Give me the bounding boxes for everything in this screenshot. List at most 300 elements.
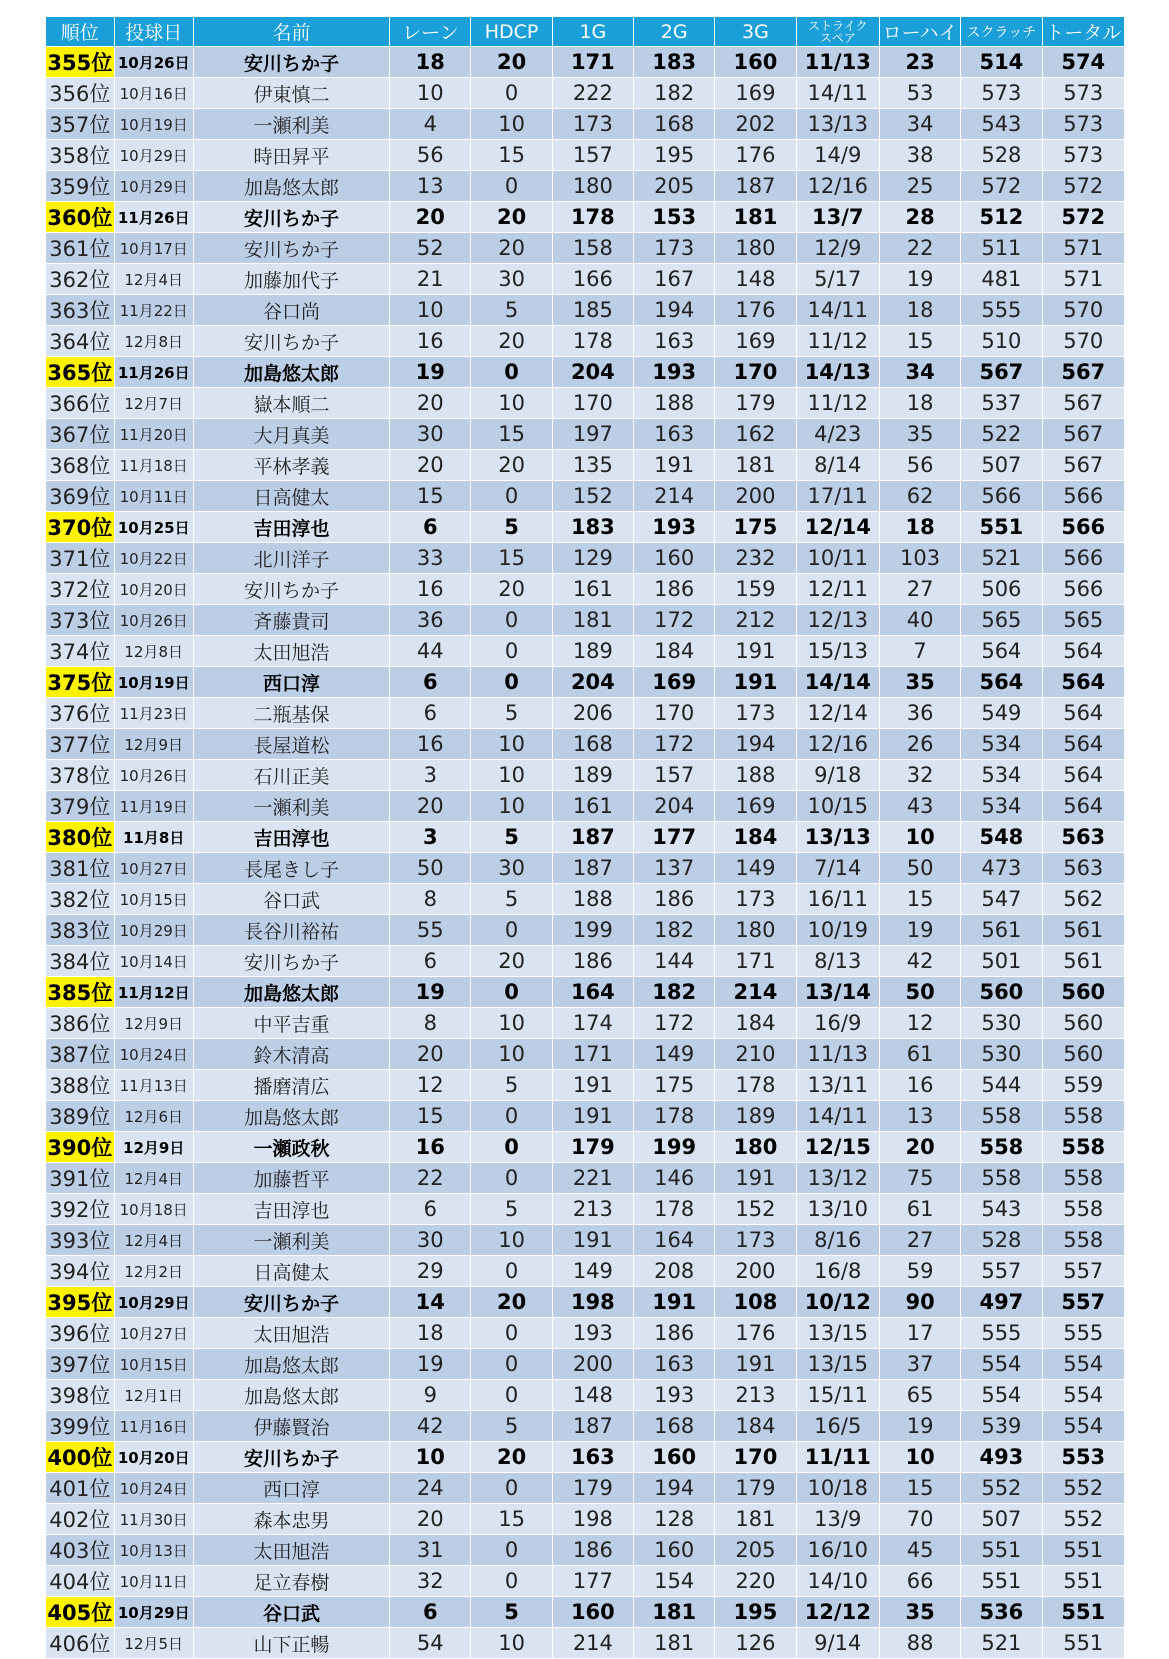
cell-strike-spare: 10/11 [796, 543, 879, 574]
table-row [46, 1380, 1125, 1411]
header-lane: レーン [390, 17, 471, 47]
cell-name: 斉藤貴司 [193, 605, 389, 636]
cell-scratch: 566 [961, 481, 1042, 512]
cell-game1: 186 [552, 946, 633, 977]
cell-total: 565 [1042, 605, 1124, 636]
table-row [46, 946, 1125, 977]
cell-name: 安川ちか子 [193, 47, 389, 78]
cell-strike-spare: 14/11 [796, 78, 879, 109]
cell-game1: 191 [552, 1101, 633, 1132]
cell-game1: 160 [552, 1597, 633, 1628]
cell-date: 10月26日 [114, 47, 193, 78]
cell-rank: 382位 [46, 884, 115, 915]
cell-low-high: 10 [879, 822, 960, 853]
cell-scratch: 536 [961, 1597, 1042, 1628]
cell-low-high: 28 [879, 202, 960, 233]
cell-game1: 206 [552, 698, 633, 729]
cell-scratch: 573 [961, 78, 1042, 109]
cell-low-high: 25 [879, 171, 960, 202]
cell-low-high: 35 [879, 419, 960, 450]
cell-lane: 33 [390, 543, 471, 574]
cell-game3: 180 [715, 915, 796, 946]
cell-hdcp: 5 [471, 1194, 552, 1225]
cell-rank: 385位 [46, 977, 115, 1008]
cell-game1: 152 [552, 481, 633, 512]
table-row [46, 1163, 1125, 1194]
cell-date: 12月9日 [114, 729, 193, 760]
cell-low-high: 32 [879, 760, 960, 791]
cell-game2: 163 [634, 1349, 715, 1380]
cell-strike-spare: 5/17 [796, 264, 879, 295]
cell-game3: 126 [715, 1628, 796, 1659]
cell-game3: 191 [715, 667, 796, 698]
cell-name: 安川ちか子 [193, 233, 389, 264]
cell-rank: 402位 [46, 1504, 115, 1535]
table-row [46, 791, 1125, 822]
cell-game2: 137 [634, 853, 715, 884]
cell-name: 平林孝義 [193, 450, 389, 481]
cell-date: 12月9日 [114, 1132, 193, 1163]
table-body [46, 47, 1125, 1659]
cell-scratch: 548 [961, 822, 1042, 853]
cell-total: 564 [1042, 698, 1124, 729]
header-hdcp: HDCP [471, 17, 552, 47]
cell-scratch: 554 [961, 1380, 1042, 1411]
cell-hdcp: 10 [471, 388, 552, 419]
cell-scratch: 564 [961, 636, 1042, 667]
cell-total: 561 [1042, 915, 1124, 946]
cell-game3: 214 [715, 977, 796, 1008]
cell-date: 11月18日 [114, 450, 193, 481]
cell-hdcp: 0 [471, 1318, 552, 1349]
cell-game3: 191 [715, 1349, 796, 1380]
cell-game2: 205 [634, 171, 715, 202]
cell-game1: 197 [552, 419, 633, 450]
cell-name: 加藤加代子 [193, 264, 389, 295]
cell-game1: 179 [552, 1473, 633, 1504]
cell-name: 加藤哲平 [193, 1163, 389, 1194]
cell-game2: 182 [634, 78, 715, 109]
cell-game2: 199 [634, 1132, 715, 1163]
cell-total: 566 [1042, 574, 1124, 605]
cell-game1: 161 [552, 574, 633, 605]
cell-low-high: 65 [879, 1380, 960, 1411]
cell-total: 564 [1042, 729, 1124, 760]
cell-game1: 191 [552, 1070, 633, 1101]
cell-total: 564 [1042, 636, 1124, 667]
cell-hdcp: 15 [471, 1504, 552, 1535]
cell-total: 562 [1042, 884, 1124, 915]
cell-name: 一瀬利美 [193, 109, 389, 140]
cell-date: 12月4日 [114, 1163, 193, 1194]
cell-low-high: 88 [879, 1628, 960, 1659]
cell-scratch: 528 [961, 1225, 1042, 1256]
cell-rank: 362位 [46, 264, 115, 295]
cell-hdcp: 0 [471, 605, 552, 636]
cell-strike-spare: 11/13 [796, 1039, 879, 1070]
cell-game3: 187 [715, 171, 796, 202]
table-row [46, 698, 1125, 729]
cell-lane: 10 [390, 78, 471, 109]
cell-strike-spare: 13/15 [796, 1318, 879, 1349]
cell-name: 吉田淳也 [193, 1194, 389, 1225]
cell-hdcp: 5 [471, 295, 552, 326]
cell-total: 552 [1042, 1504, 1124, 1535]
cell-strike-spare: 15/11 [796, 1380, 879, 1411]
cell-total: 574 [1042, 47, 1124, 78]
cell-low-high: 45 [879, 1535, 960, 1566]
cell-hdcp: 5 [471, 822, 552, 853]
cell-game1: 157 [552, 140, 633, 171]
cell-lane: 44 [390, 636, 471, 667]
cell-low-high: 19 [879, 915, 960, 946]
cell-rank: 366位 [46, 388, 115, 419]
cell-hdcp: 10 [471, 109, 552, 140]
cell-lane: 30 [390, 1225, 471, 1256]
cell-scratch: 534 [961, 791, 1042, 822]
cell-hdcp: 5 [471, 1597, 552, 1628]
cell-hdcp: 0 [471, 1132, 552, 1163]
cell-rank: 370位 [46, 512, 115, 543]
cell-game2: 193 [634, 357, 715, 388]
cell-name: 嶽本順二 [193, 388, 389, 419]
cell-game2: 172 [634, 605, 715, 636]
cell-scratch: 522 [961, 419, 1042, 450]
cell-game1: 164 [552, 977, 633, 1008]
cell-total: 564 [1042, 760, 1124, 791]
cell-hdcp: 20 [471, 946, 552, 977]
cell-lane: 29 [390, 1256, 471, 1287]
cell-hdcp: 0 [471, 1349, 552, 1380]
cell-game2: 191 [634, 450, 715, 481]
cell-lane: 8 [390, 1008, 471, 1039]
cell-game2: 149 [634, 1039, 715, 1070]
cell-lane: 4 [390, 109, 471, 140]
cell-strike-spare: 16/8 [796, 1256, 879, 1287]
cell-game1: 188 [552, 884, 633, 915]
cell-scratch: 510 [961, 326, 1042, 357]
cell-rank: 394位 [46, 1256, 115, 1287]
cell-lane: 19 [390, 357, 471, 388]
cell-total: 551 [1042, 1597, 1124, 1628]
cell-total: 566 [1042, 481, 1124, 512]
cell-game1: 221 [552, 1163, 633, 1194]
cell-low-high: 61 [879, 1039, 960, 1070]
cell-name: 一瀬利美 [193, 791, 389, 822]
cell-hdcp: 15 [471, 419, 552, 450]
cell-game2: 186 [634, 1318, 715, 1349]
cell-low-high: 37 [879, 1349, 960, 1380]
cell-strike-spare: 8/16 [796, 1225, 879, 1256]
cell-rank: 403位 [46, 1535, 115, 1566]
cell-hdcp: 30 [471, 853, 552, 884]
cell-game3: 189 [715, 1101, 796, 1132]
cell-strike-spare: 13/13 [796, 822, 879, 853]
header-strike-spare-line1: ストライク [808, 18, 868, 33]
cell-hdcp: 10 [471, 1039, 552, 1070]
cell-rank: 355位 [46, 47, 115, 78]
cell-total: 564 [1042, 791, 1124, 822]
cell-strike-spare: 9/14 [796, 1628, 879, 1659]
cell-hdcp: 0 [471, 636, 552, 667]
cell-hdcp: 5 [471, 1411, 552, 1442]
cell-game1: 193 [552, 1318, 633, 1349]
cell-lane: 36 [390, 605, 471, 636]
cell-date: 10月19日 [114, 667, 193, 698]
cell-hdcp: 0 [471, 1473, 552, 1504]
cell-total: 554 [1042, 1380, 1124, 1411]
cell-strike-spare: 8/14 [796, 450, 879, 481]
table-row [46, 1566, 1125, 1597]
cell-low-high: 50 [879, 853, 960, 884]
cell-date: 10月27日 [114, 853, 193, 884]
cell-scratch: 501 [961, 946, 1042, 977]
cell-hdcp: 20 [471, 326, 552, 357]
cell-rank: 379位 [46, 791, 115, 822]
cell-name: 安川ちか子 [193, 1287, 389, 1318]
cell-total: 558 [1042, 1194, 1124, 1225]
cell-lane: 19 [390, 977, 471, 1008]
cell-game2: 194 [634, 1473, 715, 1504]
cell-game3: 181 [715, 202, 796, 233]
cell-game3: 169 [715, 326, 796, 357]
cell-game1: 204 [552, 357, 633, 388]
cell-rank: 375位 [46, 667, 115, 698]
cell-game2: 175 [634, 1070, 715, 1101]
cell-total: 554 [1042, 1349, 1124, 1380]
cell-rank: 398位 [46, 1380, 115, 1411]
cell-total: 555 [1042, 1318, 1124, 1349]
cell-name: 鈴木清高 [193, 1039, 389, 1070]
cell-low-high: 66 [879, 1566, 960, 1597]
cell-strike-spare: 13/13 [796, 109, 879, 140]
cell-game1: 180 [552, 171, 633, 202]
cell-game3: 173 [715, 884, 796, 915]
table-row [46, 1535, 1125, 1566]
header-total: トータル [1042, 17, 1124, 47]
cell-strike-spare: 16/5 [796, 1411, 879, 1442]
cell-game2: 178 [634, 1194, 715, 1225]
cell-lane: 20 [390, 450, 471, 481]
cell-game2: 164 [634, 1225, 715, 1256]
cell-low-high: 27 [879, 1225, 960, 1256]
cell-scratch: 572 [961, 171, 1042, 202]
cell-hdcp: 0 [471, 78, 552, 109]
cell-game3: 173 [715, 1225, 796, 1256]
cell-strike-spare: 16/10 [796, 1535, 879, 1566]
cell-rank: 365位 [46, 357, 115, 388]
cell-rank: 390位 [46, 1132, 115, 1163]
cell-hdcp: 5 [471, 512, 552, 543]
cell-rank: 406位 [46, 1628, 115, 1659]
cell-total: 553 [1042, 1442, 1124, 1473]
cell-total: 566 [1042, 512, 1124, 543]
cell-date: 10月27日 [114, 1318, 193, 1349]
cell-rank: 395位 [46, 1287, 115, 1318]
table-row [46, 1287, 1125, 1318]
cell-lane: 16 [390, 574, 471, 605]
cell-hdcp: 0 [471, 1101, 552, 1132]
cell-hdcp: 10 [471, 729, 552, 760]
cell-strike-spare: 16/11 [796, 884, 879, 915]
cell-game1: 214 [552, 1628, 633, 1659]
cell-name: 太田旭浩 [193, 636, 389, 667]
cell-game3: 170 [715, 357, 796, 388]
table-row [46, 977, 1125, 1008]
cell-name: 安川ちか子 [193, 326, 389, 357]
cell-lane: 14 [390, 1287, 471, 1318]
cell-rank: 376位 [46, 698, 115, 729]
cell-game2: 172 [634, 1008, 715, 1039]
cell-game3: 191 [715, 1163, 796, 1194]
cell-game2: 160 [634, 1442, 715, 1473]
cell-game3: 173 [715, 698, 796, 729]
cell-game2: 163 [634, 326, 715, 357]
cell-hdcp: 10 [471, 1008, 552, 1039]
table-row [46, 1411, 1125, 1442]
table-row [46, 481, 1125, 512]
table-row [46, 388, 1125, 419]
cell-lane: 12 [390, 1070, 471, 1101]
cell-total: 552 [1042, 1473, 1124, 1504]
cell-lane: 16 [390, 1132, 471, 1163]
cell-strike-spare: 15/13 [796, 636, 879, 667]
ranking-table [45, 16, 1125, 1659]
cell-strike-spare: 14/10 [796, 1566, 879, 1597]
cell-low-high: 7 [879, 636, 960, 667]
cell-name: 西口淳 [193, 1473, 389, 1504]
table-row [46, 760, 1125, 791]
cell-game3: 169 [715, 791, 796, 822]
cell-hdcp: 0 [471, 1566, 552, 1597]
cell-rank: 397位 [46, 1349, 115, 1380]
cell-lane: 13 [390, 171, 471, 202]
cell-game3: 160 [715, 47, 796, 78]
cell-game2: 186 [634, 574, 715, 605]
cell-game3: 181 [715, 450, 796, 481]
cell-hdcp: 20 [471, 47, 552, 78]
cell-scratch: 534 [961, 729, 1042, 760]
cell-game3: 181 [715, 1504, 796, 1535]
cell-game2: 186 [634, 884, 715, 915]
cell-total: 570 [1042, 295, 1124, 326]
table-row [46, 1473, 1125, 1504]
cell-date: 10月29日 [114, 915, 193, 946]
cell-game3: 159 [715, 574, 796, 605]
cell-lane: 54 [390, 1628, 471, 1659]
cell-game3: 162 [715, 419, 796, 450]
cell-low-high: 19 [879, 264, 960, 295]
cell-game2: 191 [634, 1287, 715, 1318]
cell-name: 太田旭浩 [193, 1535, 389, 1566]
cell-name: 大月真美 [193, 419, 389, 450]
cell-date: 10月24日 [114, 1473, 193, 1504]
cell-hdcp: 0 [471, 171, 552, 202]
table-row [46, 1442, 1125, 1473]
cell-rank: 380位 [46, 822, 115, 853]
cell-scratch: 497 [961, 1287, 1042, 1318]
cell-date: 10月15日 [114, 884, 193, 915]
cell-date: 12月8日 [114, 636, 193, 667]
table-row [46, 419, 1125, 450]
table-row [46, 636, 1125, 667]
cell-game1: 174 [552, 1008, 633, 1039]
cell-low-high: 27 [879, 574, 960, 605]
cell-scratch: 560 [961, 977, 1042, 1008]
cell-hdcp: 0 [471, 357, 552, 388]
cell-date: 12月4日 [114, 1225, 193, 1256]
cell-low-high: 16 [879, 1070, 960, 1101]
cell-hdcp: 10 [471, 1628, 552, 1659]
cell-lane: 20 [390, 388, 471, 419]
cell-game2: 157 [634, 760, 715, 791]
cell-hdcp: 20 [471, 1442, 552, 1473]
cell-game3: 205 [715, 1535, 796, 1566]
cell-scratch: 558 [961, 1101, 1042, 1132]
cell-date: 10月22日 [114, 543, 193, 574]
cell-date: 11月23日 [114, 698, 193, 729]
cell-game3: 184 [715, 1008, 796, 1039]
cell-low-high: 18 [879, 512, 960, 543]
cell-game3: 195 [715, 1597, 796, 1628]
cell-strike-spare: 12/9 [796, 233, 879, 264]
cell-rank: 358位 [46, 140, 115, 171]
cell-name: 西口淳 [193, 667, 389, 698]
cell-date: 11月16日 [114, 1411, 193, 1442]
cell-lane: 31 [390, 1535, 471, 1566]
cell-low-high: 22 [879, 233, 960, 264]
cell-scratch: 507 [961, 450, 1042, 481]
cell-lane: 15 [390, 481, 471, 512]
cell-game2: 146 [634, 1163, 715, 1194]
cell-game2: 167 [634, 264, 715, 295]
cell-strike-spare: 14/13 [796, 357, 879, 388]
cell-game2: 177 [634, 822, 715, 853]
cell-game3: 184 [715, 1411, 796, 1442]
cell-name: 安川ちか子 [193, 946, 389, 977]
cell-total: 567 [1042, 388, 1124, 419]
cell-strike-spare: 13/9 [796, 1504, 879, 1535]
header-name: 名前 [193, 17, 389, 47]
cell-strike-spare: 11/12 [796, 326, 879, 357]
cell-strike-spare: 14/9 [796, 140, 879, 171]
cell-name: 足立春樹 [193, 1566, 389, 1597]
table-row [46, 1070, 1125, 1101]
cell-game1: 185 [552, 295, 633, 326]
cell-date: 10月11日 [114, 481, 193, 512]
cell-game1: 181 [552, 605, 633, 636]
cell-name: 伊藤賢治 [193, 1411, 389, 1442]
cell-total: 557 [1042, 1287, 1124, 1318]
cell-game3: 220 [715, 1566, 796, 1597]
cell-strike-spare: 12/16 [796, 729, 879, 760]
cell-strike-spare: 12/14 [796, 698, 879, 729]
cell-hdcp: 5 [471, 884, 552, 915]
table-row [46, 574, 1125, 605]
cell-rank: 368位 [46, 450, 115, 481]
cell-date: 10月16日 [114, 78, 193, 109]
cell-date: 11月22日 [114, 295, 193, 326]
cell-hdcp: 30 [471, 264, 552, 295]
cell-rank: 388位 [46, 1070, 115, 1101]
cell-hdcp: 20 [471, 1287, 552, 1318]
cell-name: 日高健太 [193, 481, 389, 512]
cell-name: 安川ちか子 [193, 574, 389, 605]
cell-rank: 364位 [46, 326, 115, 357]
cell-name: 森本忠男 [193, 1504, 389, 1535]
cell-game1: 168 [552, 729, 633, 760]
cell-low-high: 62 [879, 481, 960, 512]
